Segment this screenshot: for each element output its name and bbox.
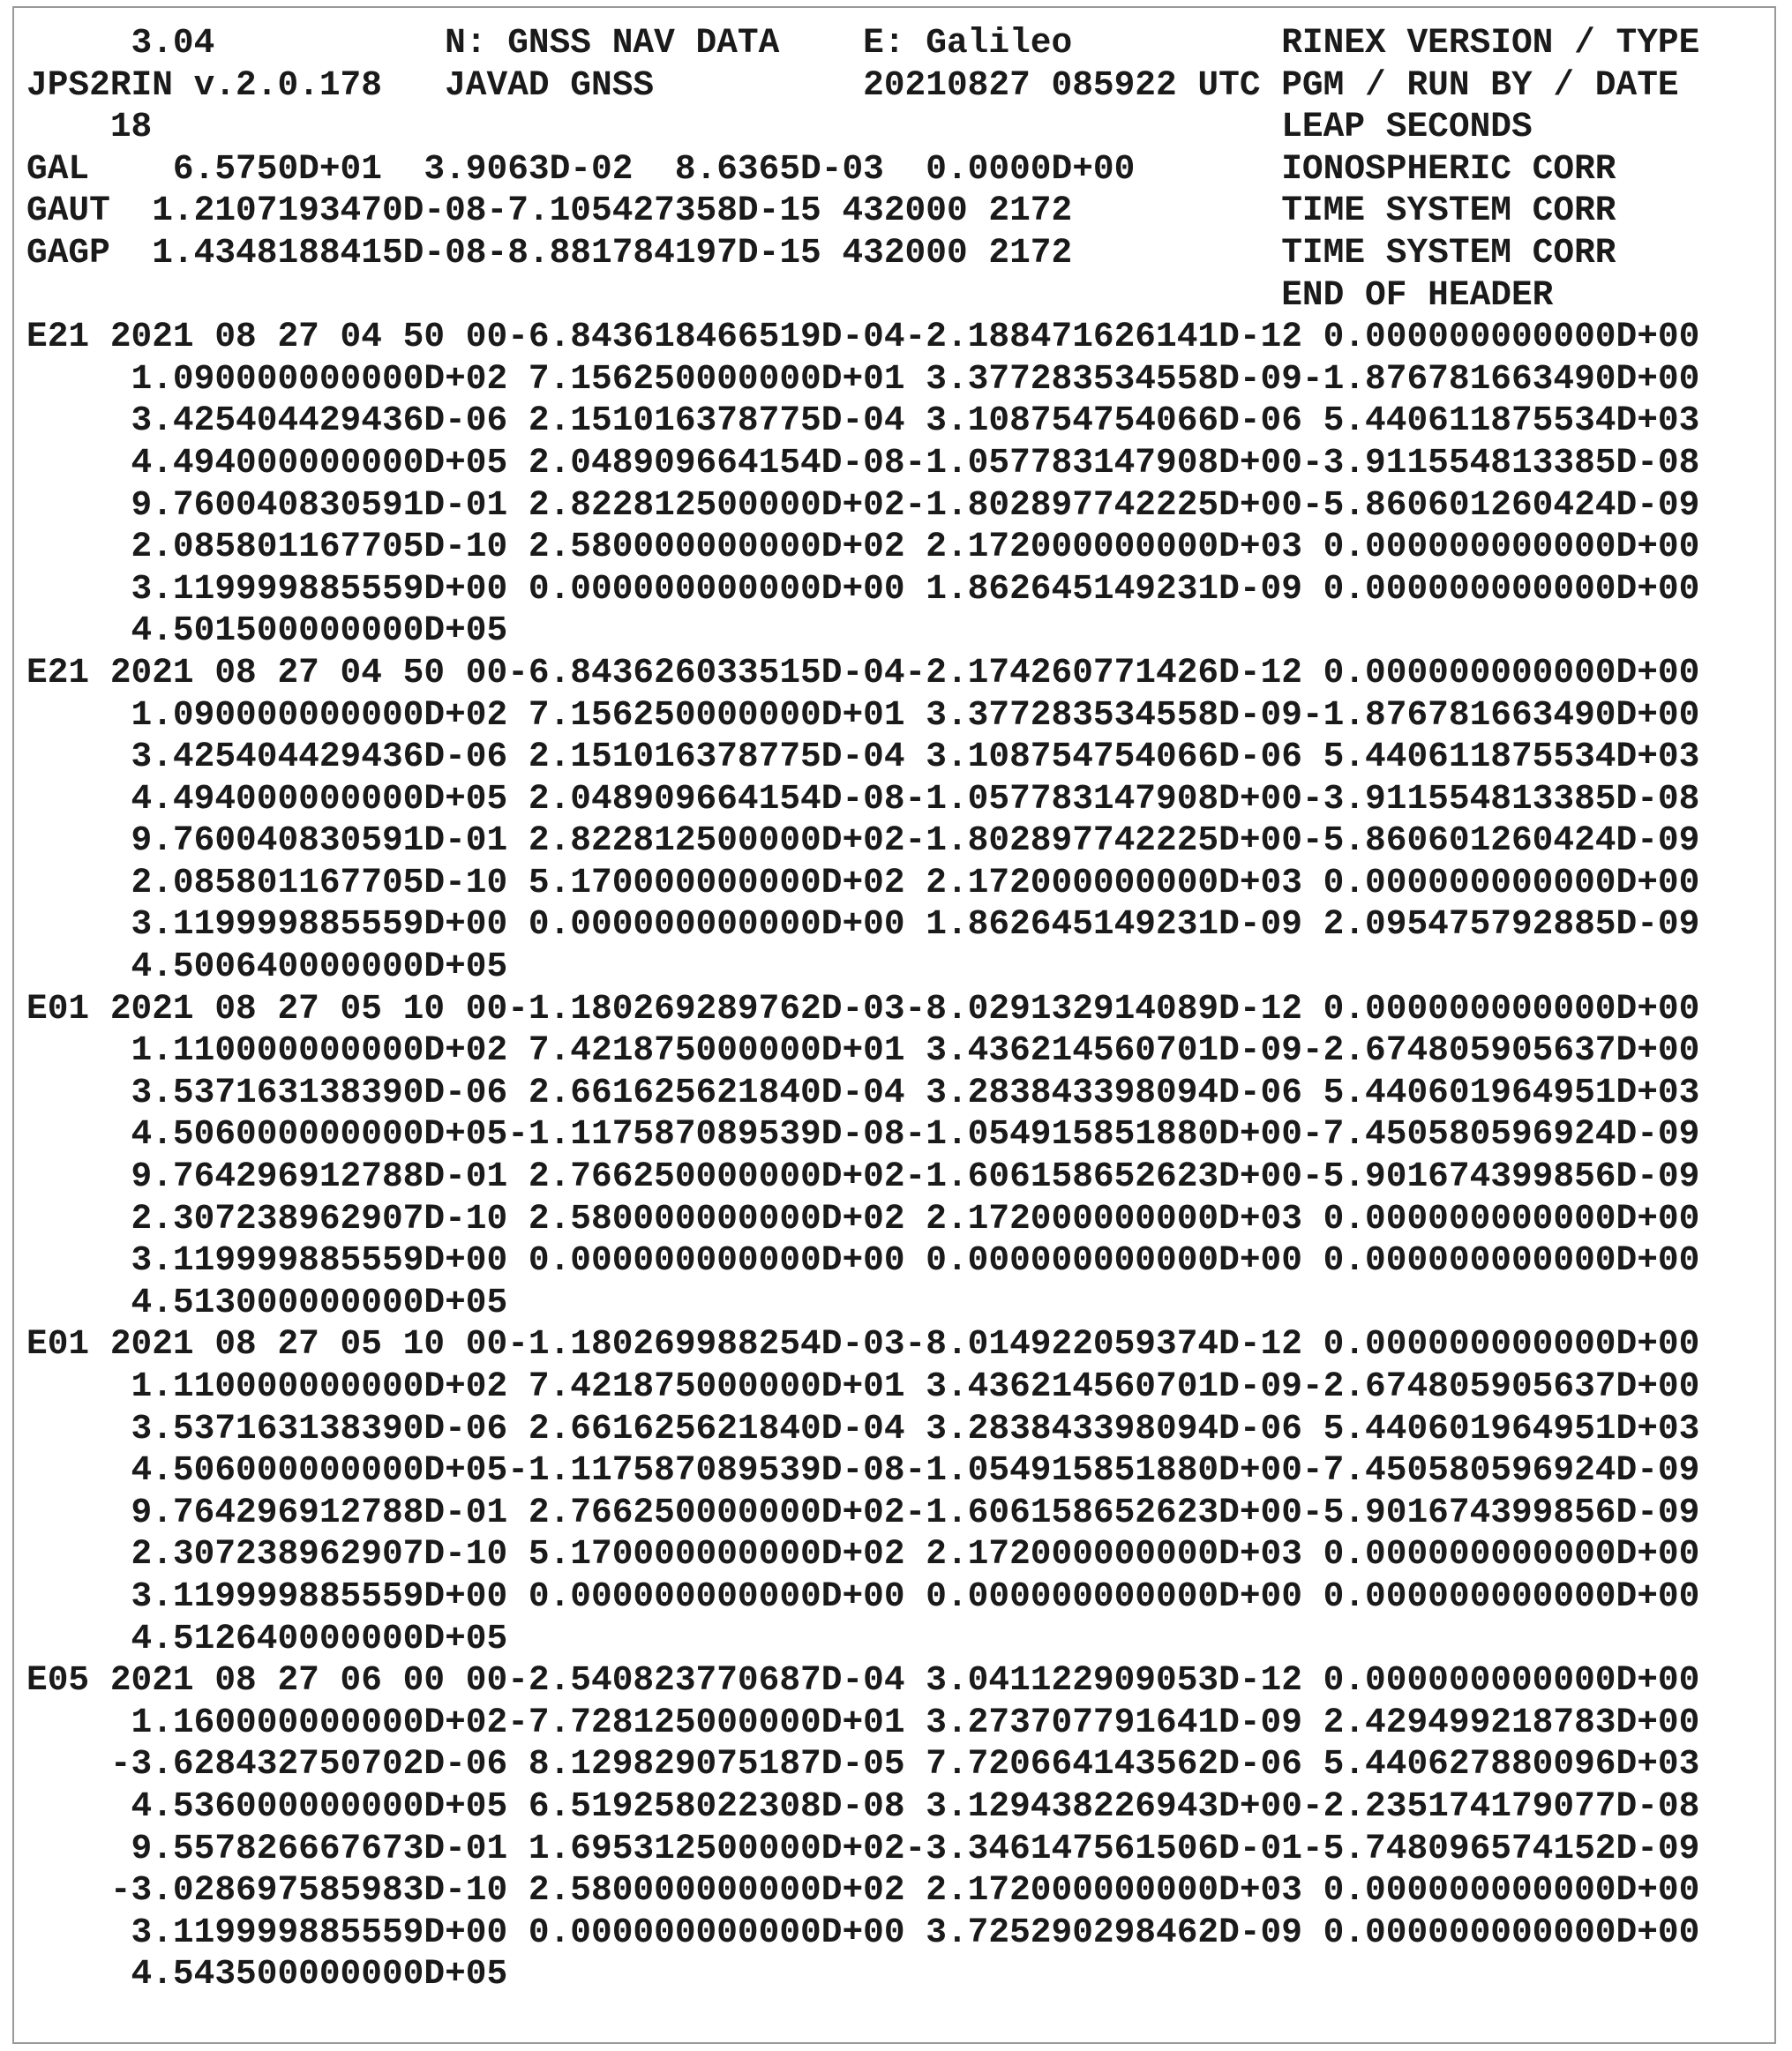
record-3-line-6: 2.307238962907D-10 2.580000000000D+02 2.172000000000D+03 0.000000000000D+00 — [26, 1198, 1700, 1239]
record-2-line-6: 2.085801167705D-10 5.170000000000D+02 2.172000000000D+03 0.000000000000D+00 — [26, 862, 1700, 902]
record-2-line-8: 4.500640000000D+05 — [26, 947, 508, 987]
record-1-line-2: 1.090000000000D+02 7.156250000000D+01 3.377283534558D-09-1.876781663490D+00 — [26, 358, 1700, 399]
header-line-time-system-corr-gaut: GAUT 1.2107193470D-08-7.105427358D-15 432000 2172 TIME SYSTEM CORR — [26, 191, 1616, 231]
header-line-time-system-corr-gagp: GAGP 1.4348188415D-08-8.881784197D-15 432000 2172 TIME SYSTEM CORR — [26, 232, 1616, 273]
record-5-line-7: 3.119999885559D+00 0.000000000000D+00 3.725290298462D-09 0.000000000000D+00 — [26, 1912, 1700, 1952]
record-5-line-4: 4.536000000000D+05 6.519258022308D-08 3.129438226943D+00-2.235174179077D-08 — [26, 1785, 1700, 1826]
record-2-line-1: E21 2021 08 27 04 50 00-6.843626033515D-04-2.174260771426D-12 0.000000000000D+00 — [26, 652, 1700, 692]
header-line-leap-seconds: 18 LEAP SECONDS — [26, 107, 1533, 147]
record-4-line-2: 1.110000000000D+02 7.421875000000D+01 3.436214560701D-09-2.674805905637D+00 — [26, 1366, 1700, 1406]
record-4-line-1: E01 2021 08 27 05 10 00-1.180269988254D-03-8.014922059374D-12 0.000000000000D+00 — [26, 1324, 1700, 1365]
record-4-line-5: 9.764296912788D-01 2.766250000000D+02-1.606158652623D+00-5.901674399856D-09 — [26, 1492, 1700, 1532]
record-2-line-7: 3.119999885559D+00 0.000000000000D+00 1.862645149231D-09 2.095475792885D-09 — [26, 904, 1700, 945]
record-5-line-1: E05 2021 08 27 06 00 00-2.540823770687D-04 3.041122909053D-12 0.000000000000D+00 — [26, 1660, 1700, 1701]
record-2-line-4: 4.494000000000D+05 2.048909664154D-08-1.057783147908D+00-3.911554813385D-08 — [26, 778, 1700, 819]
record-3-line-3: 3.537163138390D-06 2.661625621840D-04 3.283843398094D-06 5.440601964951D+03 — [26, 1072, 1700, 1112]
record-3-line-2: 1.110000000000D+02 7.421875000000D+01 3.436214560701D-09-2.674805905637D+00 — [26, 1030, 1700, 1071]
record-1-line-5: 9.760040830591D-01 2.822812500000D+02-1.802897742225D+00-5.860601260424D-09 — [26, 484, 1700, 525]
record-4-line-4: 4.506000000000D+05-1.117587089539D-08-1.054915851880D+00-7.450580596924D-09 — [26, 1450, 1700, 1491]
record-2-line-5: 9.760040830591D-01 2.822812500000D+02-1.802897742225D+00-5.860601260424D-09 — [26, 820, 1700, 861]
record-1-line-1: E21 2021 08 27 04 50 00-6.843618466519D-04-2.188471626141D-12 0.000000000000D+00 — [26, 317, 1700, 357]
record-1-line-3: 3.425404429436D-06 2.151016378775D-04 3.108754754066D-06 5.440611875534D+03 — [26, 400, 1700, 441]
rinex-navigation-file — [26, 22, 1699, 1995]
record-5-line-8: 4.543500000000D+05 — [26, 1954, 508, 1995]
header-line-pgm-run-by-date: JPS2RIN v.2.0.178 JAVAD GNSS 20210827 085922 UTC PGM / RUN BY / DATE — [26, 64, 1679, 105]
document-frame — [12, 6, 1776, 2044]
header-line-end-of-header: END OF HEADER — [26, 274, 1554, 315]
record-1-line-6: 2.085801167705D-10 2.580000000000D+02 2.172000000000D+03 0.000000000000D+00 — [26, 527, 1700, 567]
header-line-version-type: 3.04 N: GNSS NAV DATA E: Galileo RINEX VERSION / TYPE — [26, 23, 1700, 63]
record-5-line-2: 1.160000000000D+02-7.728125000000D+01 3.273707791641D-09 2.429499218783D+00 — [26, 1702, 1700, 1742]
record-2-line-3: 3.425404429436D-06 2.151016378775D-04 3.108754754066D-06 5.440611875534D+03 — [26, 737, 1700, 777]
record-1-line-7: 3.119999885559D+00 0.000000000000D+00 1.862645149231D-09 0.000000000000D+00 — [26, 568, 1700, 609]
record-5-line-3: -3.628432750702D-06 8.129829075187D-05 7.720664143562D-06 5.440627880096D+03 — [26, 1744, 1700, 1785]
record-3-line-8: 4.513000000000D+05 — [26, 1282, 508, 1322]
record-5-line-6: -3.028697585983D-10 2.580000000000D+02 2.172000000000D+03 0.000000000000D+00 — [26, 1870, 1700, 1911]
header-line-ionospheric-corr: GAL 6.5750D+01 3.9063D-02 8.6365D-03 0.0000D+00 IONOSPHERIC CORR — [26, 148, 1616, 189]
record-2-line-2: 1.090000000000D+02 7.156250000000D+01 3.377283534558D-09-1.876781663490D+00 — [26, 694, 1700, 735]
record-1-line-8: 4.501500000000D+05 — [26, 610, 508, 651]
record-3-line-1: E01 2021 08 27 05 10 00-1.180269289762D-03-8.029132914089D-12 0.000000000000D+00 — [26, 988, 1700, 1029]
record-4-line-8: 4.512640000000D+05 — [26, 1618, 508, 1658]
record-3-line-5: 9.764296912788D-01 2.766250000000D+02-1.606158652623D+00-5.901674399856D-09 — [26, 1156, 1700, 1197]
record-4-line-6: 2.307238962907D-10 5.170000000000D+02 2.172000000000D+03 0.000000000000D+00 — [26, 1534, 1700, 1575]
record-3-line-7: 3.119999885559D+00 0.000000000000D+00 0.000000000000D+00 0.000000000000D+00 — [26, 1240, 1700, 1281]
record-4-line-7: 3.119999885559D+00 0.000000000000D+00 0.000000000000D+00 0.000000000000D+00 — [26, 1576, 1700, 1616]
record-4-line-3: 3.537163138390D-06 2.661625621840D-04 3.283843398094D-06 5.440601964951D+03 — [26, 1408, 1700, 1448]
record-1-line-4: 4.494000000000D+05 2.048909664154D-08-1.057783147908D+00-3.911554813385D-08 — [26, 442, 1700, 483]
record-3-line-4: 4.506000000000D+05-1.117587089539D-08-1.054915851880D+00-7.450580596924D-09 — [26, 1114, 1700, 1155]
record-5-line-5: 9.557826667673D-01 1.695312500000D+02-3.346147561506D-01-5.748096574152D-09 — [26, 1828, 1700, 1868]
